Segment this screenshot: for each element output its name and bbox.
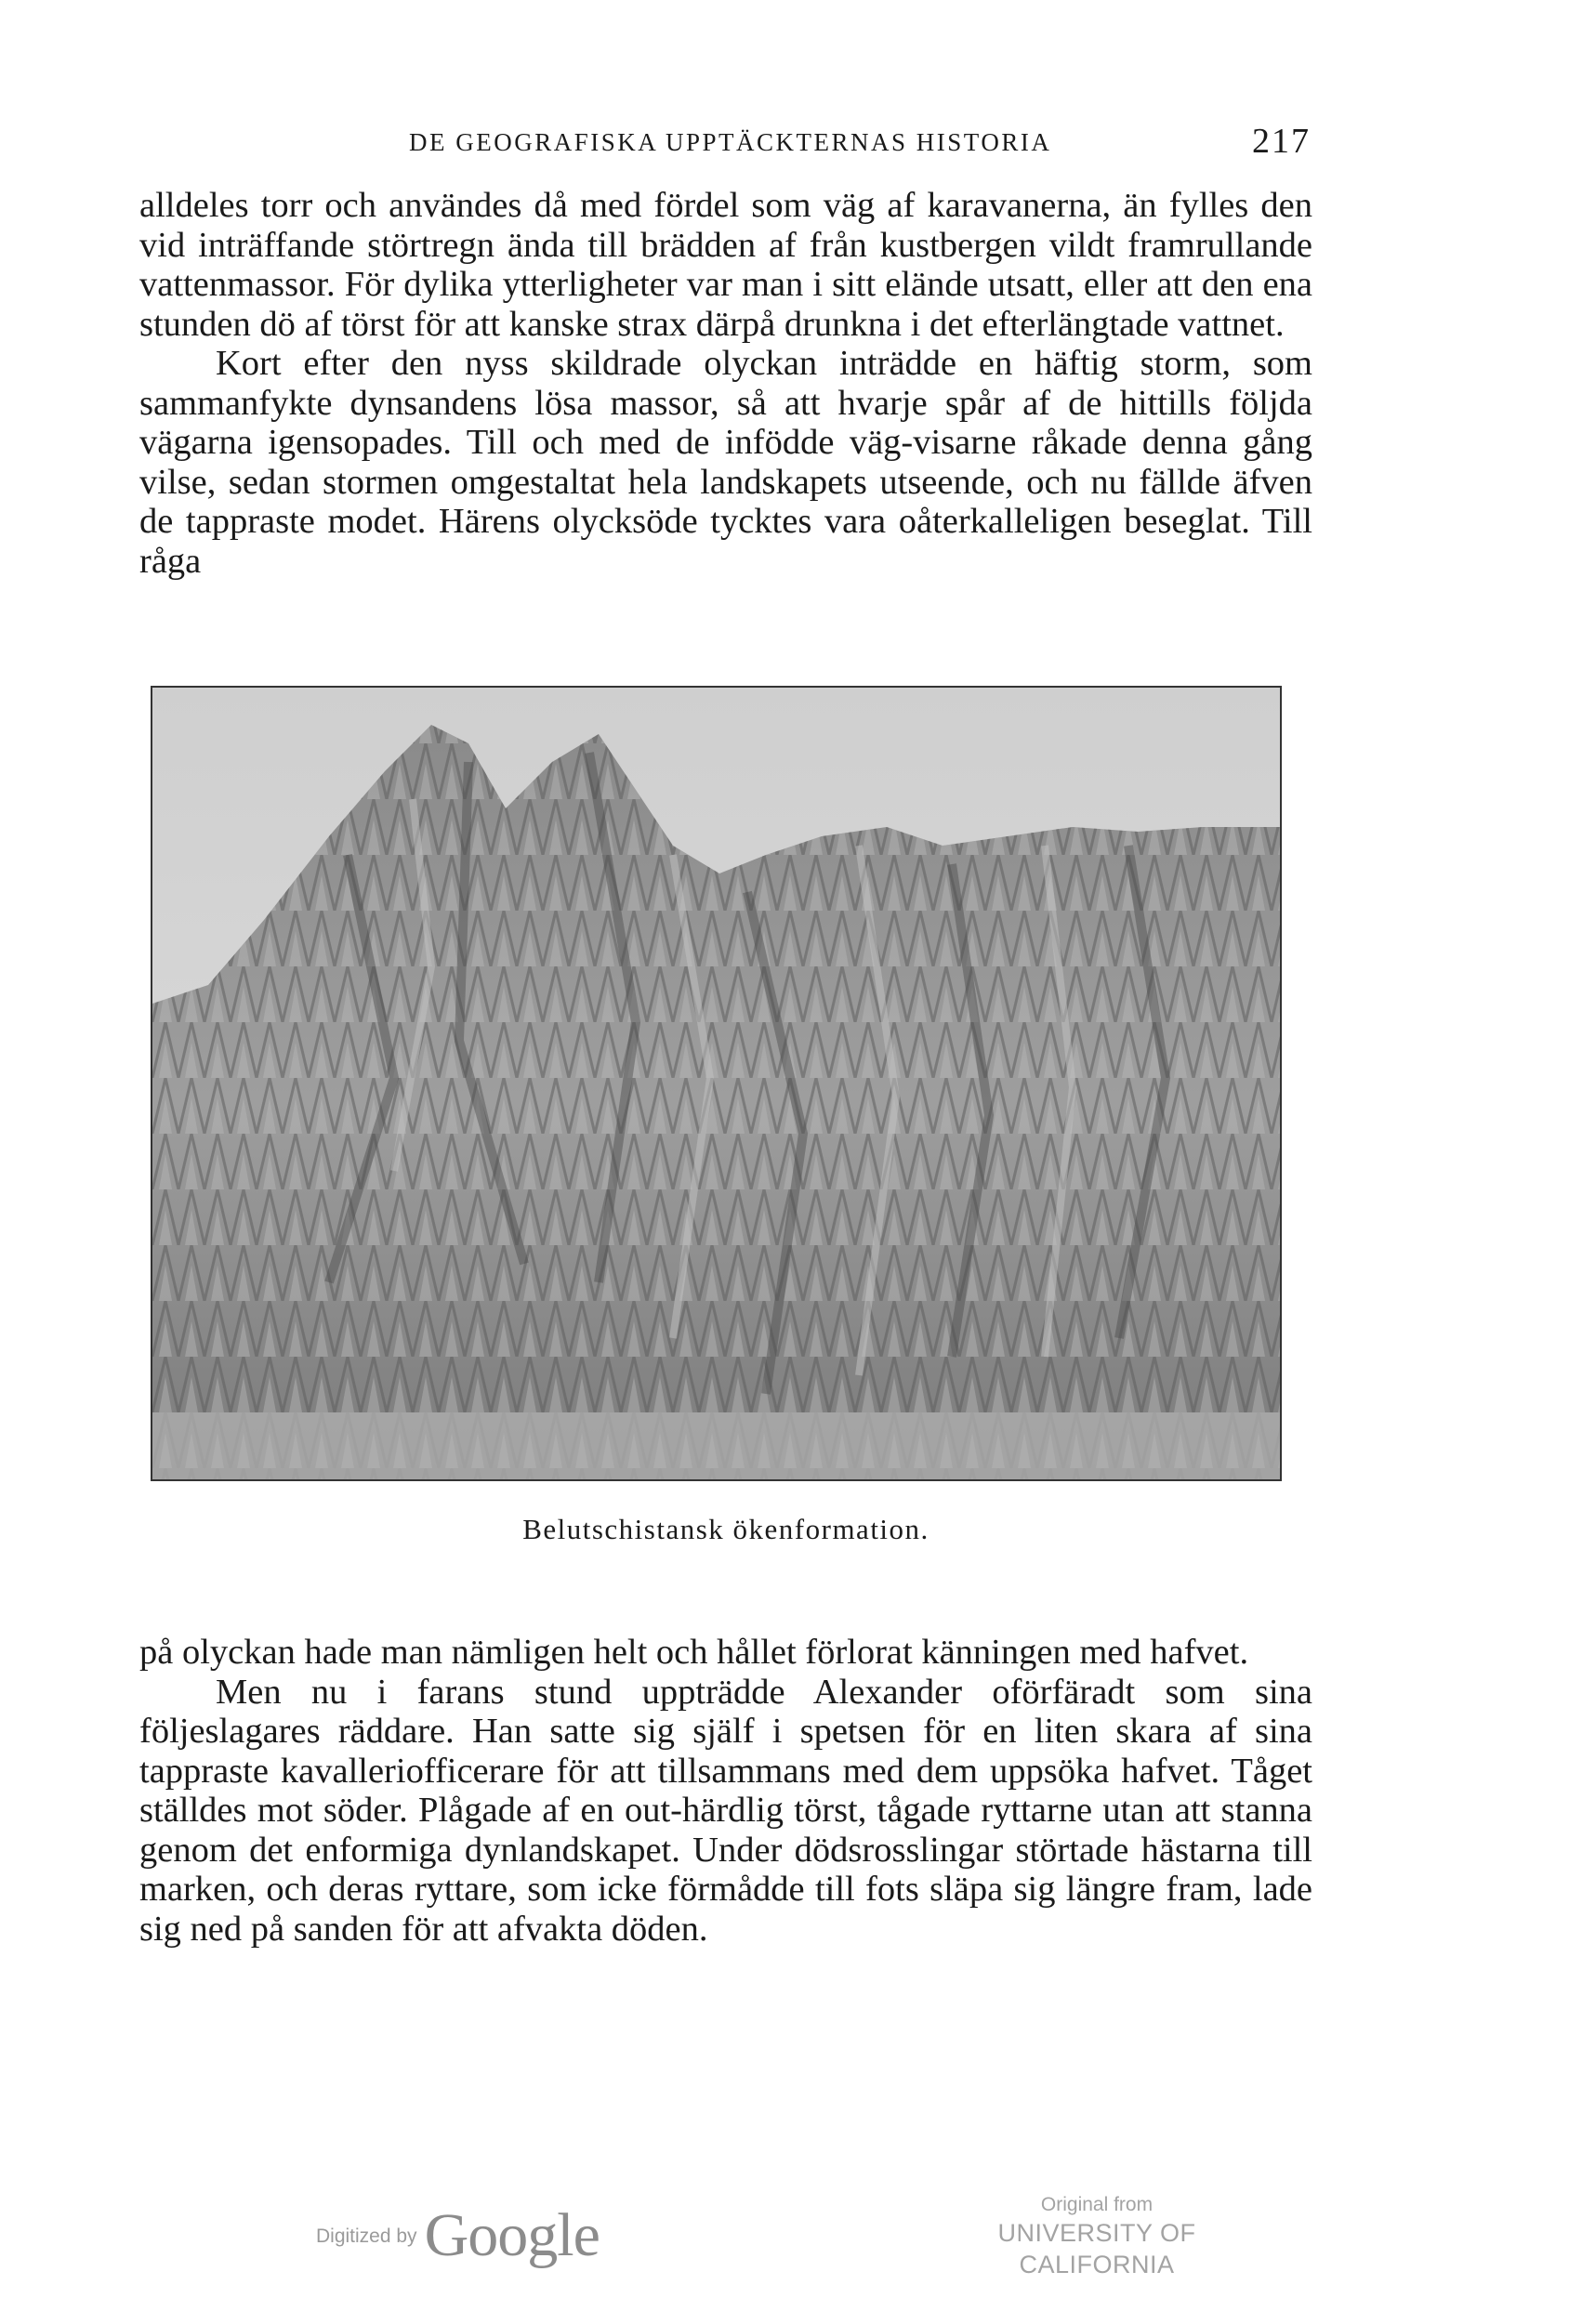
eroded-badlands-illustration [152,688,1280,1479]
paragraph: alldeles torr och användes då med fördel som väg af karavanerna, än fylles den vid inträffande störtregn ända till brädden af från kustbergen vildt framrullande vattenmassor. För dylika ytterligheter var man i sitt elände utsatt, eller att den ena stunden dö af törst för att kanske strax därpå drunkna i det efterlängtade vattnet. [139,186,1312,344]
digitized-by-watermark [316,2200,600,2271]
original-from-label: Original from [1040,2194,1154,2215]
original-source-watermark [920,2193,1273,2280]
running-title: DE GEOGRAFISKA UPPTÄCKTERNAS HISTORIA [409,128,1052,156]
university-label: UNIVERSITY OF CALIFORNIA [997,2219,1196,2278]
running-head [139,121,1311,167]
page-number: 217 [1252,122,1311,161]
paragraph: Kort efter den nyss skildrade olyckan inträdde en häftig storm, som sammanfykte dynsandens lösa massor, så att hvarje spår af de hittills följda vägarna igensopades. Till och med de infödde väg-visarne råkade denna gång vilse, sedan stormen omgestaltat hela landskapets utseende, och nu fällde äfven de tappraste modet. Härens olycksöde tycktes vara oåterkalleligen beseglat. Till råga [139,344,1312,581]
paragraph: på olyckan hade man nämligen helt och hållet förlorat känningen med hafvet. [139,1633,1249,1672]
body-text-bottom [139,1633,1312,1949]
paragraph: Men nu i farans stund uppträdde Alexander oförfäradt som sina följeslagares räddare. Han satte sig själf i spetsen för en liten skara af sina tappraste kavalleriofficerare för att tillsammans med dem uppsöka hafvet. Tåget ställdes mot söder. Plågade af en out-härdlig törst, tågade ryttarne utan att stanna genom det enformiga dynlandskapet. Under dödsrosslingar störtade hästarna till marken, och deras ryttare, som icke förmådde till fots släpa sig längre fram, lade sig ned på sanden för att afvakta döden. [139,1672,1312,1949]
digitized-by-label: Digitized by [316,2226,417,2247]
body-text-top [139,186,1312,581]
desert-formation-photo [151,686,1282,1481]
google-logo: Google [424,2201,600,2269]
figure-caption: Belutschistansk ökenformation. [522,1513,929,1545]
